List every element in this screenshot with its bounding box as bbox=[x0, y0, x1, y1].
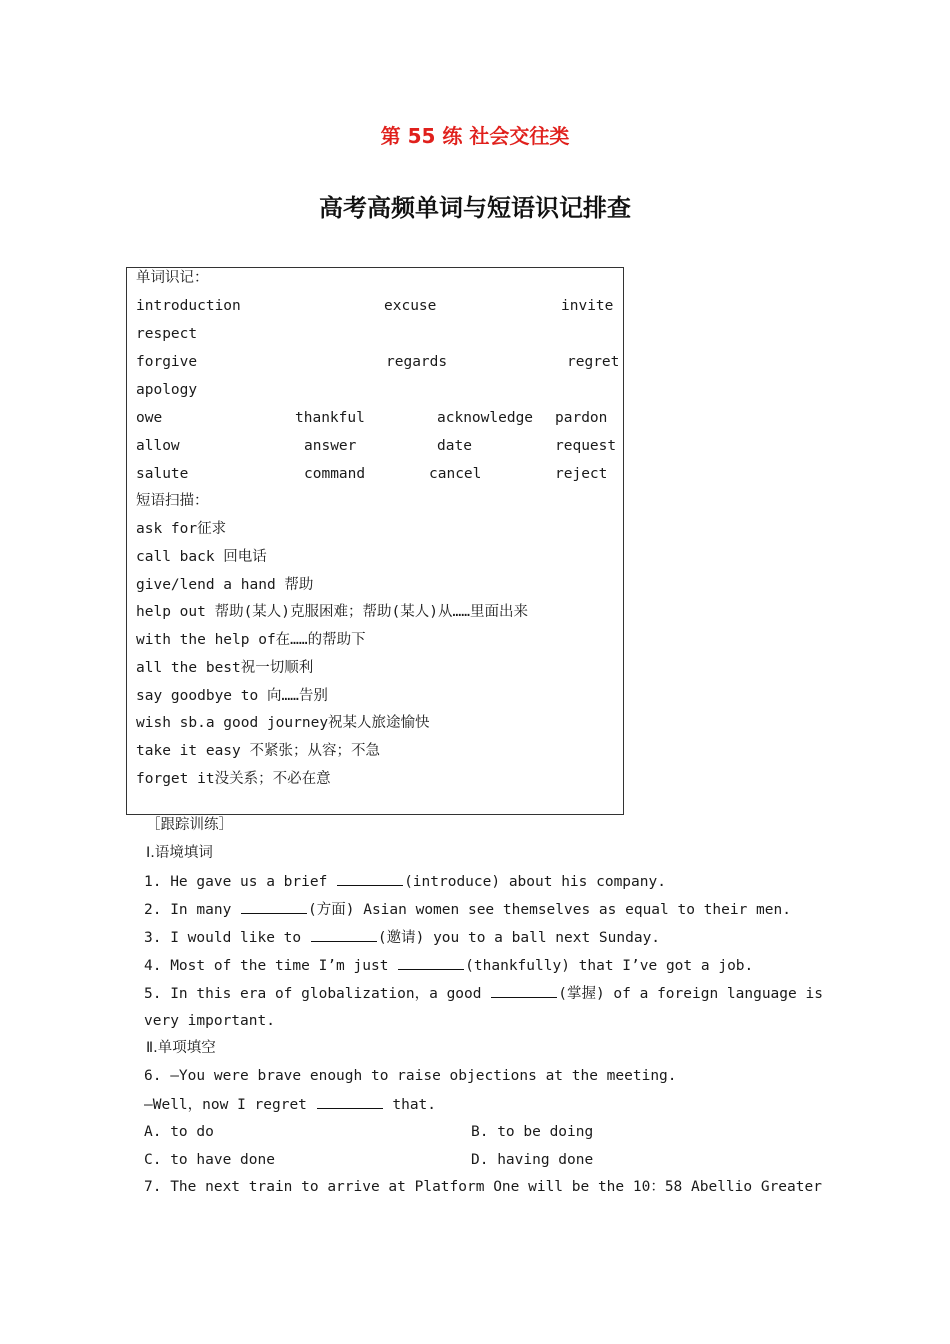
word-item: owe bbox=[136, 410, 163, 426]
question-5-continued: very important. bbox=[144, 1013, 275, 1029]
word-item: cancel bbox=[429, 466, 482, 482]
phrase-item: help out 帮助(某人)克服困难；帮助(某人)从……里面出来 bbox=[136, 604, 528, 620]
word-item: invite bbox=[561, 298, 614, 314]
word-item: introduction bbox=[136, 298, 241, 314]
word-item: respect bbox=[136, 326, 198, 342]
exercise-title: 第 55 练 社会交往类 bbox=[380, 124, 570, 148]
question-1: 1. He gave us a brief (introduce) about his company. bbox=[144, 871, 666, 892]
answer-blank bbox=[317, 1094, 383, 1109]
question-2: 2. In many (方面) Asian women see themselves as equal to their men. bbox=[144, 899, 791, 920]
word-item: pardon bbox=[555, 410, 608, 426]
word-item: excuse bbox=[384, 298, 437, 314]
word-item: answer bbox=[304, 438, 357, 454]
question-6-line-1: 6. —You were brave enough to raise objections at the meeting. bbox=[144, 1068, 677, 1084]
word-item: acknowledge bbox=[437, 410, 534, 426]
section-2-heading: Ⅱ.单项填空 bbox=[146, 1040, 216, 1056]
phrase-item: wish sb.a good journey祝某人旅途愉快 bbox=[136, 715, 430, 731]
answer-blank bbox=[241, 899, 307, 914]
vocab-box bbox=[126, 267, 624, 815]
word-item: apology bbox=[136, 382, 198, 398]
words-heading: 单词识记： bbox=[136, 270, 209, 286]
phrase-item: call back 回电话 bbox=[136, 549, 267, 565]
word-item: command bbox=[304, 466, 366, 482]
option-d: D. having done bbox=[471, 1152, 594, 1168]
phrase-item: say goodbye to 向……告别 bbox=[136, 688, 328, 704]
word-item: regards bbox=[386, 354, 448, 370]
section-title: 高考高频单词与短语识记排查 bbox=[319, 194, 631, 222]
phrases-heading: 短语扫描： bbox=[136, 493, 209, 509]
answer-blank bbox=[337, 871, 403, 886]
practice-heading: ［跟踪训练］ bbox=[146, 817, 233, 833]
phrase-item: all the best祝一切顺利 bbox=[136, 660, 314, 676]
answer-blank bbox=[398, 955, 464, 970]
word-item: regret bbox=[567, 354, 620, 370]
phrase-item: ask for征求 bbox=[136, 521, 227, 537]
option-a: A. to do bbox=[144, 1124, 214, 1140]
section-1-heading: Ⅰ.语境填词 bbox=[146, 845, 213, 861]
question-7-line-1: 7. The next train to arrive at Platform One will be the 10：58 Abellio Greater bbox=[144, 1179, 822, 1195]
word-item: allow bbox=[136, 438, 180, 454]
phrase-item: forget it没关系；不必在意 bbox=[136, 771, 331, 787]
word-item: request bbox=[555, 438, 617, 454]
question-6-line-2: —Well，now I regret that. bbox=[144, 1094, 436, 1115]
question-5: 5. In this era of globalization，a good (掌握) of a foreign language is bbox=[144, 983, 823, 1004]
word-item: forgive bbox=[136, 354, 198, 370]
word-item: reject bbox=[555, 466, 608, 482]
option-c: C. to have done bbox=[144, 1152, 275, 1168]
answer-blank bbox=[491, 983, 557, 998]
word-item: date bbox=[437, 438, 472, 454]
phrase-item: with the help of在……的帮助下 bbox=[136, 632, 366, 648]
question-4: 4. Most of the time I’m just (thankfully) that I’ve got a job. bbox=[144, 955, 753, 976]
word-item: thankful bbox=[295, 410, 365, 426]
phrase-item: take it easy 不紧张；从容；不急 bbox=[136, 743, 380, 759]
phrase-item: give/lend a hand 帮助 bbox=[136, 577, 314, 593]
word-item: salute bbox=[136, 466, 189, 482]
option-b: B. to be doing bbox=[471, 1124, 594, 1140]
question-3: 3. I would like to (邀请) you to a ball next Sunday. bbox=[144, 927, 660, 948]
answer-blank bbox=[311, 927, 377, 942]
